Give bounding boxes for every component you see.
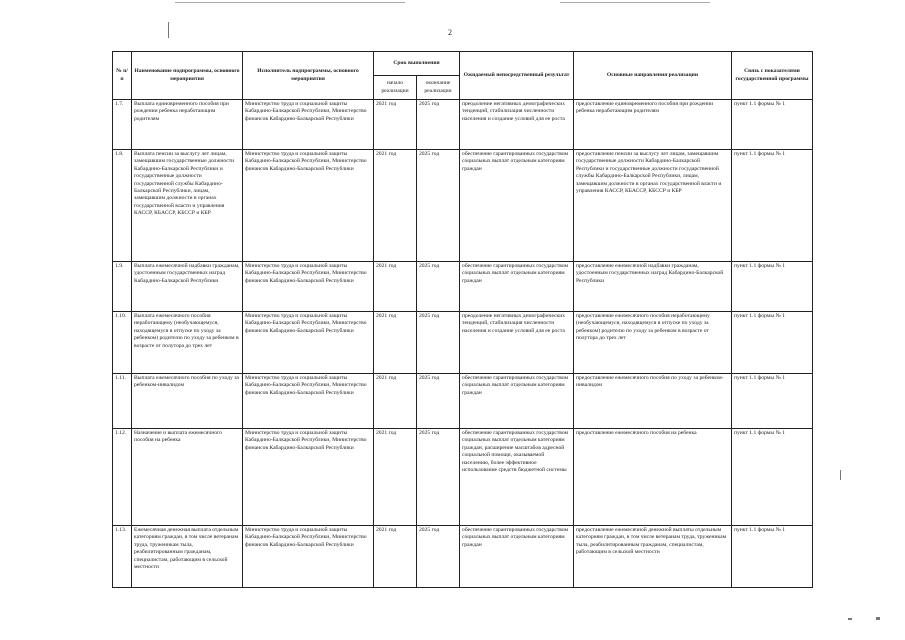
table-row — [113, 150, 813, 262]
row-link: пункт 1.1 формы № 1 — [732, 150, 813, 262]
table-row — [113, 526, 813, 588]
page-number: 2 — [448, 28, 452, 37]
header-start: начало реализации — [374, 76, 417, 100]
row-start: 2021 год — [374, 262, 417, 312]
row-executor: Министерство труда и социальной защиты Кабардино-Балкарской Республики, Министерство финансов Кабардино-Балкарской Республики — [243, 526, 374, 588]
table-row — [113, 374, 813, 429]
row-result: обеспечение гарантированных государством социальных выплат отдельным категориям граждан, расширение масштабов адресной социальной помощи, оказываемой населению, более эффективное использование средств бюджетной системы — [460, 429, 574, 526]
header-result: Ожидаемый непосредственный результат — [460, 52, 574, 100]
row-directions: предоставление ежемесячного пособия по уходу за ребенком-инвалидом — [574, 374, 732, 429]
row-num: 1.11. — [113, 374, 132, 429]
row-executor: Министерство труда и социальной защиты Кабардино-Балкарской Республики, Министерство финансов Кабардино-Балкарской Республики — [243, 262, 374, 312]
row-name: Выплата пенсии за выслугу лет лицам, замещавшим государственные должности Кабардино-Балкарской Республики и государственные должности государственной службы Кабардино-Балкарской Республики, лицам, замещавшим должности в органах государственной власти и управления КАССР, КБАССР, КБССР и КБР — [132, 150, 243, 262]
row-num: 1.10. — [113, 312, 132, 374]
row-link: пункт 1.1 формы № 1 — [732, 429, 813, 526]
row-link: пункт 1.1 формы № 1 — [732, 262, 813, 312]
scan-mark — [848, 618, 852, 620]
header-link: Связь с показателями государственной программы — [732, 52, 813, 100]
row-directions: предоставление ежемесячной надбавки гражданам, удостоенным государственных наград Кабардино-Балкарской Республики — [574, 262, 732, 312]
row-directions: предоставление ежемесячного пособия на ребенка — [574, 429, 732, 526]
row-end: 2025 год — [417, 150, 460, 262]
scan-top-rule — [560, 2, 710, 3]
row-start: 2021 год — [374, 374, 417, 429]
header-num: № п/п — [113, 52, 132, 100]
row-start: 2021 год — [374, 312, 417, 374]
header-directions: Основные направления реализации — [574, 52, 732, 100]
row-executor: Министерство труда и социальной защиты Кабардино-Балкарской Республики, Министерство финансов Кабардино-Балкарской Республики — [243, 100, 374, 150]
row-executor: Министерство труда и социальной защиты Кабардино-Балкарской Республики, Министерство финансов Кабардино-Балкарской Республики — [243, 374, 374, 429]
row-start: 2021 год — [374, 100, 417, 150]
row-end: 2025 год — [417, 526, 460, 588]
row-directions: предоставление пенсии за выслугу лет лицам, замещавшим государственные должности Кабардино-Балкарской Республики и государственные должности государственной службы Кабардино-Балкарской Республики, лицам, замещавшим должности в органах государственной власти и управления КАССР, КБАССР, КБССР и КБР — [574, 150, 732, 262]
row-result: обеспечение гарантированных государством социальных выплат отдельным категориям граждан — [460, 150, 574, 262]
row-link: пункт 1.1 формы № 1 — [732, 100, 813, 150]
row-end: 2025 год — [417, 100, 460, 150]
scan-mark — [168, 22, 169, 38]
row-name: Выплата единовременного пособия при рождении ребенка неработающим родителям — [132, 100, 243, 150]
header-name: Наименование подпрограммы, основного мероприятия — [132, 52, 243, 100]
row-result: преодоление негативных демографических тенденций, стабилизация численности населения и создание условий для ее роста — [460, 312, 574, 374]
row-name: Выплата ежемесячного пособия по уходу за ребенком-инвалидом — [132, 374, 243, 429]
row-directions: предоставление единовременного пособия при рождении ребенка неработающим родителям — [574, 100, 732, 150]
row-directions: предоставление ежемесячного пособия неработающему (необучающемуся, находящемуся в отпуске по уходу за ребенком) родителю по уходу за ребенком в возрасте от полутора до трех лет — [574, 312, 732, 374]
row-link: пункт 1.1 формы № 1 — [732, 312, 813, 374]
header-executor: Исполнитель подпрограммы, основного мероприятия — [243, 52, 374, 100]
row-executor: Министерство труда и социальной защиты Кабардино-Балкарской Республики, Министерство финансов Кабардино-Балкарской Республики — [243, 312, 374, 374]
scan-mark — [840, 470, 841, 480]
row-result: обеспечение гарантированных государством социальных выплат отдельным категориям граждан — [460, 526, 574, 588]
table-row — [113, 262, 813, 312]
row-end: 2025 год — [417, 374, 460, 429]
row-end: 2025 год — [417, 312, 460, 374]
measures-table — [112, 51, 813, 588]
row-num: 1.9. — [113, 262, 132, 312]
table-row — [113, 429, 813, 526]
row-start: 2021 год — [374, 429, 417, 526]
row-link: пункт 1.1 формы № 1 — [732, 374, 813, 429]
row-num: 1.12. — [113, 429, 132, 526]
table-row — [113, 312, 813, 374]
row-num: 1.8. — [113, 150, 132, 262]
row-result: преодоление негативных демографических тенденций, стабилизация численности населения и создание условий для ее роста — [460, 100, 574, 150]
row-name: Выплата ежемесячной надбавки гражданам, удостоенным государственных наград Кабардино-Балкарской Республики — [132, 262, 243, 312]
row-start: 2021 год — [374, 150, 417, 262]
row-end: 2025 год — [417, 429, 460, 526]
table-row — [113, 100, 813, 150]
row-directions: предоставление ежемесячной денежной выплаты отдельным категориям граждан, в том числе ветеранам труда, труженикам тыла, реабилитированным гражданам, специалистам, работающим в сельской местности — [574, 526, 732, 588]
row-result: обеспечение гарантированных государством социальных выплат отдельным категориям граждан — [460, 262, 574, 312]
row-start: 2021 год — [374, 526, 417, 588]
row-num: 1.7. — [113, 100, 132, 150]
header-term: Срок выполнения — [374, 52, 460, 76]
row-num: 1.13. — [113, 526, 132, 588]
row-executor: Министерство труда и социальной защиты Кабардино-Балкарской Республики, Министерство финансов Кабардино-Балкарской Республики — [243, 150, 374, 262]
row-name: Ежемесячная денежная выплата отдельным категориям граждан, в том числе ветеранам труда, труженикам тыла, реабилитированным гражданам, специалистам, работающим в сельской местности — [132, 526, 243, 588]
row-link: пункт 1.1 формы № 1 — [732, 526, 813, 588]
row-executor: Министерство труда и социальной защиты Кабардино-Балкарской Республики, Министерство финансов Кабардино-Балкарской Республики — [243, 429, 374, 526]
scan-top-rule — [175, 2, 405, 3]
row-name: Назначение и выплата ежемесячного пособия на ребенка — [132, 429, 243, 526]
scan-mark — [876, 617, 880, 620]
header-end: окончание реализации — [417, 76, 460, 100]
row-result: обеспечение гарантированных государством социальных выплат отдельным категориям граждан — [460, 374, 574, 429]
row-name: Выплата ежемесячного пособия неработающему (необучающемуся, находящемуся в отпуске по уходу за ребенком) родителю по уходу за ребенком в возрасте от полутора до трех лет — [132, 312, 243, 374]
row-end: 2025 год — [417, 262, 460, 312]
